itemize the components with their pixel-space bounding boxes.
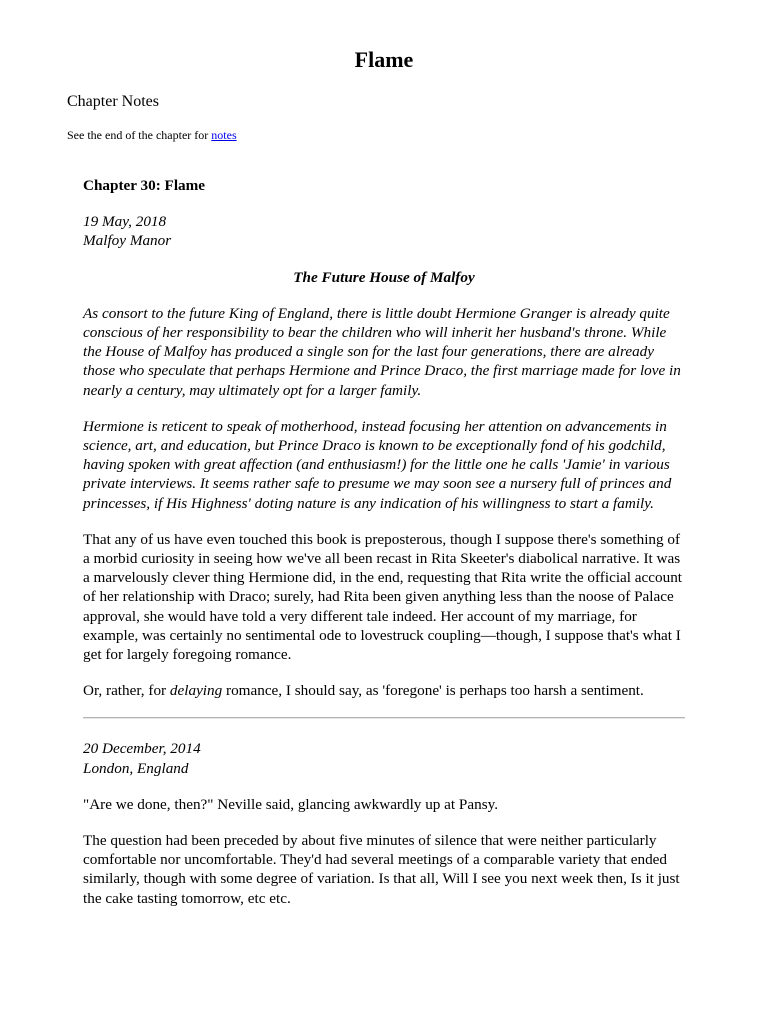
- reflection-paragraph: That any of us have even touched this book is preposterous, though I suppose there's something of a morbid curiosity in seeing how we've all been recast in Rita Skeeter's diabolical narrative. It was a marvelously clever thing Hermione did, in the end, requesting that Rita write the official account of her relationship with Draco; surely, had Rita been given anything less than the noose of Palace approval, she would have told a very different tale indeed. Her account of my marriage, for example, was certainly no sentimental ode to lovestruck coupling—though, I suppose that's what I get for largely foregoing romance.: [83, 530, 683, 664]
- dateline-second: [83, 739, 685, 777]
- notes-reference-text: See the end of the chapter for: [67, 128, 212, 142]
- closing-line-before: Or, rather, for: [83, 682, 170, 700]
- notes-link[interactable]: notes: [211, 128, 237, 142]
- scene-paragraph: The question had been preceded by about five minutes of silence that were neither particularly comfortable nor uncomfortable. They'd had several meetings of a comparable variety that ended similarly, though with some degree of variation. Is that all, Will I see you next week then, Is it just the cake tasting tomorrow, etc etc.: [83, 832, 680, 907]
- chapter-heading: Chapter 30: Flame: [83, 177, 206, 194]
- dateline-first: [83, 212, 685, 250]
- dateline-place: Malfoy Manor: [83, 232, 172, 250]
- notes-reference: [67, 127, 237, 143]
- chapter-content: [83, 176, 685, 925]
- closing-line: [83, 681, 685, 700]
- article-title: The Future House of Malfoy: [293, 268, 475, 286]
- closing-line-after: romance, I should say, as 'foregone' is perhaps too harsh a sentiment.: [222, 682, 644, 700]
- dateline-place: London, England: [83, 759, 189, 777]
- article-paragraph: Hermione is reticent to speak of motherhood, instead focusing her attention on advancements in science, art, and education, but Prince Draco is known to be exceptionally fond of his godchild, having spoken with great affection (and enthusiasm!) for the little one he calls 'Jamie' in various private interviews. It seems rather safe to presume we may soon see a nursery full of princes and princesses, if His Highness' doting nature is any indication of his willingness to start a family.: [83, 417, 672, 512]
- article-paragraph: As consort to the future King of England, there is little doubt Hermione Granger is already quite conscious of her responsibility to bear the children who will inherit her husband's throne. While the House of Malfoy has produced a single son for the last four generations, there are already those who speculate that perhaps Hermione and Prince Draco, the first marriage made for love in nearly a century, may ultimately opt for a larger family.: [83, 304, 681, 399]
- scene-paragraph: "Are we done, then?" Neville said, glancing awkwardly up at Pansy.: [83, 795, 499, 813]
- dateline-date: 19 May, 2018: [83, 213, 167, 231]
- scene-divider: [83, 717, 685, 719]
- work-title: Flame: [354, 47, 414, 72]
- closing-line-emphasis: delaying: [169, 682, 223, 700]
- chapter-notes-heading: Chapter Notes: [67, 93, 159, 110]
- dateline-date: 20 December, 2014: [83, 740, 201, 758]
